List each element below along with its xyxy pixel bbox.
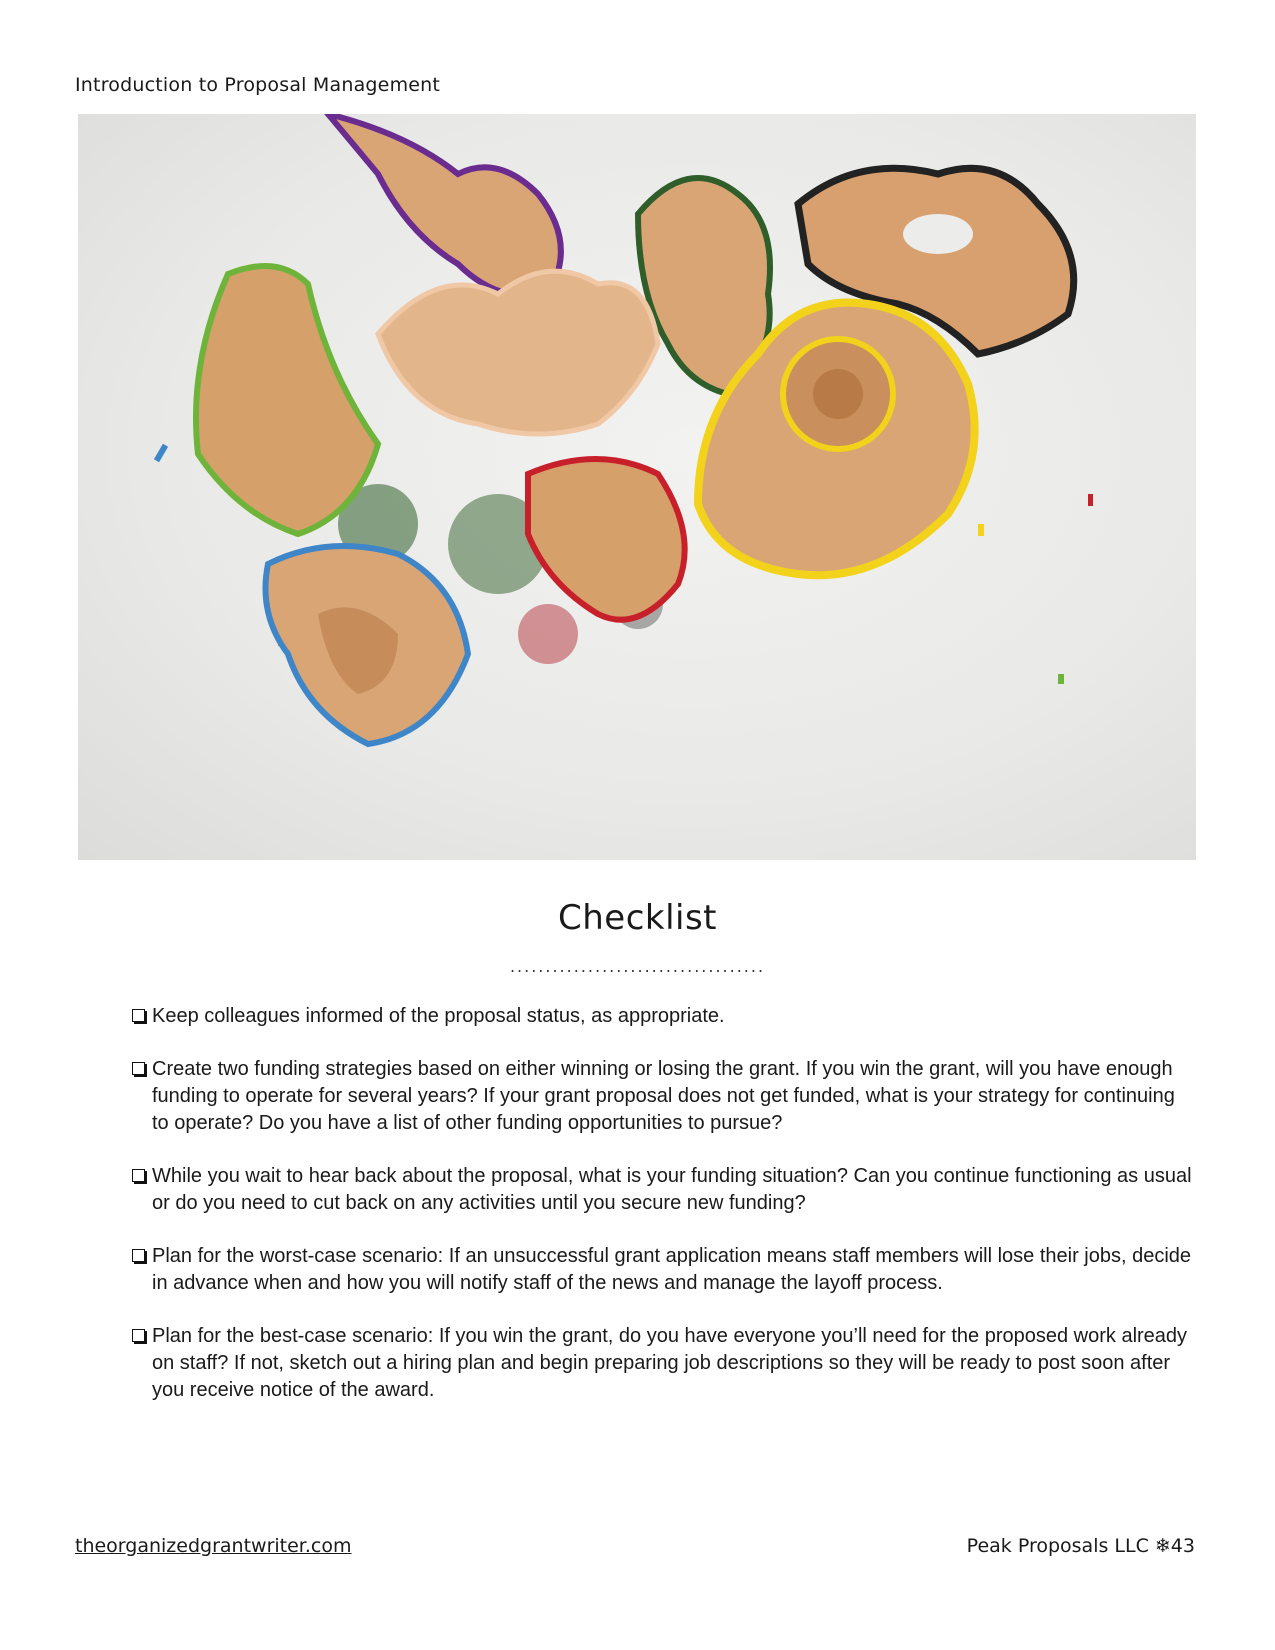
peach-shaving	[378, 271, 658, 434]
checklist-items	[132, 1003, 1192, 1430]
checklist-item	[132, 1323, 1192, 1404]
pencil-shavings-photo	[78, 114, 1196, 860]
green-shaving	[196, 266, 378, 534]
checklist-item	[132, 1056, 1192, 1137]
checklist-item-text: Create two funding strategies based on either winning or losing the grant. If you win the grant, will you have enough funding to operate for several years? If your grant proposal does not get funded, what is your strategy for continuing to operate? Do you have a list of other funding opportunities to pursue?	[152, 1058, 1175, 1134]
checklist-item-text: Plan for the worst-case scenario: If an unsuccessful grant application means staff members will lose their jobs, decide in advance when and how you will notify staff of the news and manage the layoff process.	[152, 1245, 1192, 1294]
checkbox-icon	[132, 1009, 145, 1022]
checklist-heading: Checklist	[557, 898, 718, 938]
checklist-item	[132, 1243, 1192, 1297]
checkbox-icon	[132, 1169, 145, 1182]
checkbox-icon	[132, 1062, 145, 1075]
website-link[interactable]: theorganizedgrantwriter.com	[75, 1535, 352, 1557]
running-header: Introduction to Proposal Management	[75, 74, 441, 96]
checkbox-icon	[132, 1249, 145, 1262]
checklist-item	[132, 1163, 1192, 1217]
checkbox-icon	[132, 1329, 145, 1342]
checklist-item-text: Keep colleagues informed of the proposal status, as appropriate.	[152, 1005, 725, 1027]
checklist-item	[132, 1003, 1192, 1030]
red-shaving	[528, 459, 685, 620]
pencil-shavings-illustration	[78, 114, 1196, 860]
heading-divider: ....................................	[509, 957, 766, 976]
purple-shaving	[328, 114, 561, 296]
page-footer-company: Peak Proposals LLC ❄43	[966, 1535, 1195, 1557]
checklist-item-text: Plan for the best-case scenario: If you win the grant, do you have everyone you’ll need for the proposed work already on staff? If not, sketch out a hiring plan and begin preparing job descriptions so they will be ready to post soon after you receive notice of the award.	[152, 1325, 1188, 1401]
checklist-item-text: While you wait to hear back about the proposal, what is your funding situation? Can you continue functioning as usual or do you need to cut back on any activities until you secure new funding?	[152, 1165, 1192, 1214]
